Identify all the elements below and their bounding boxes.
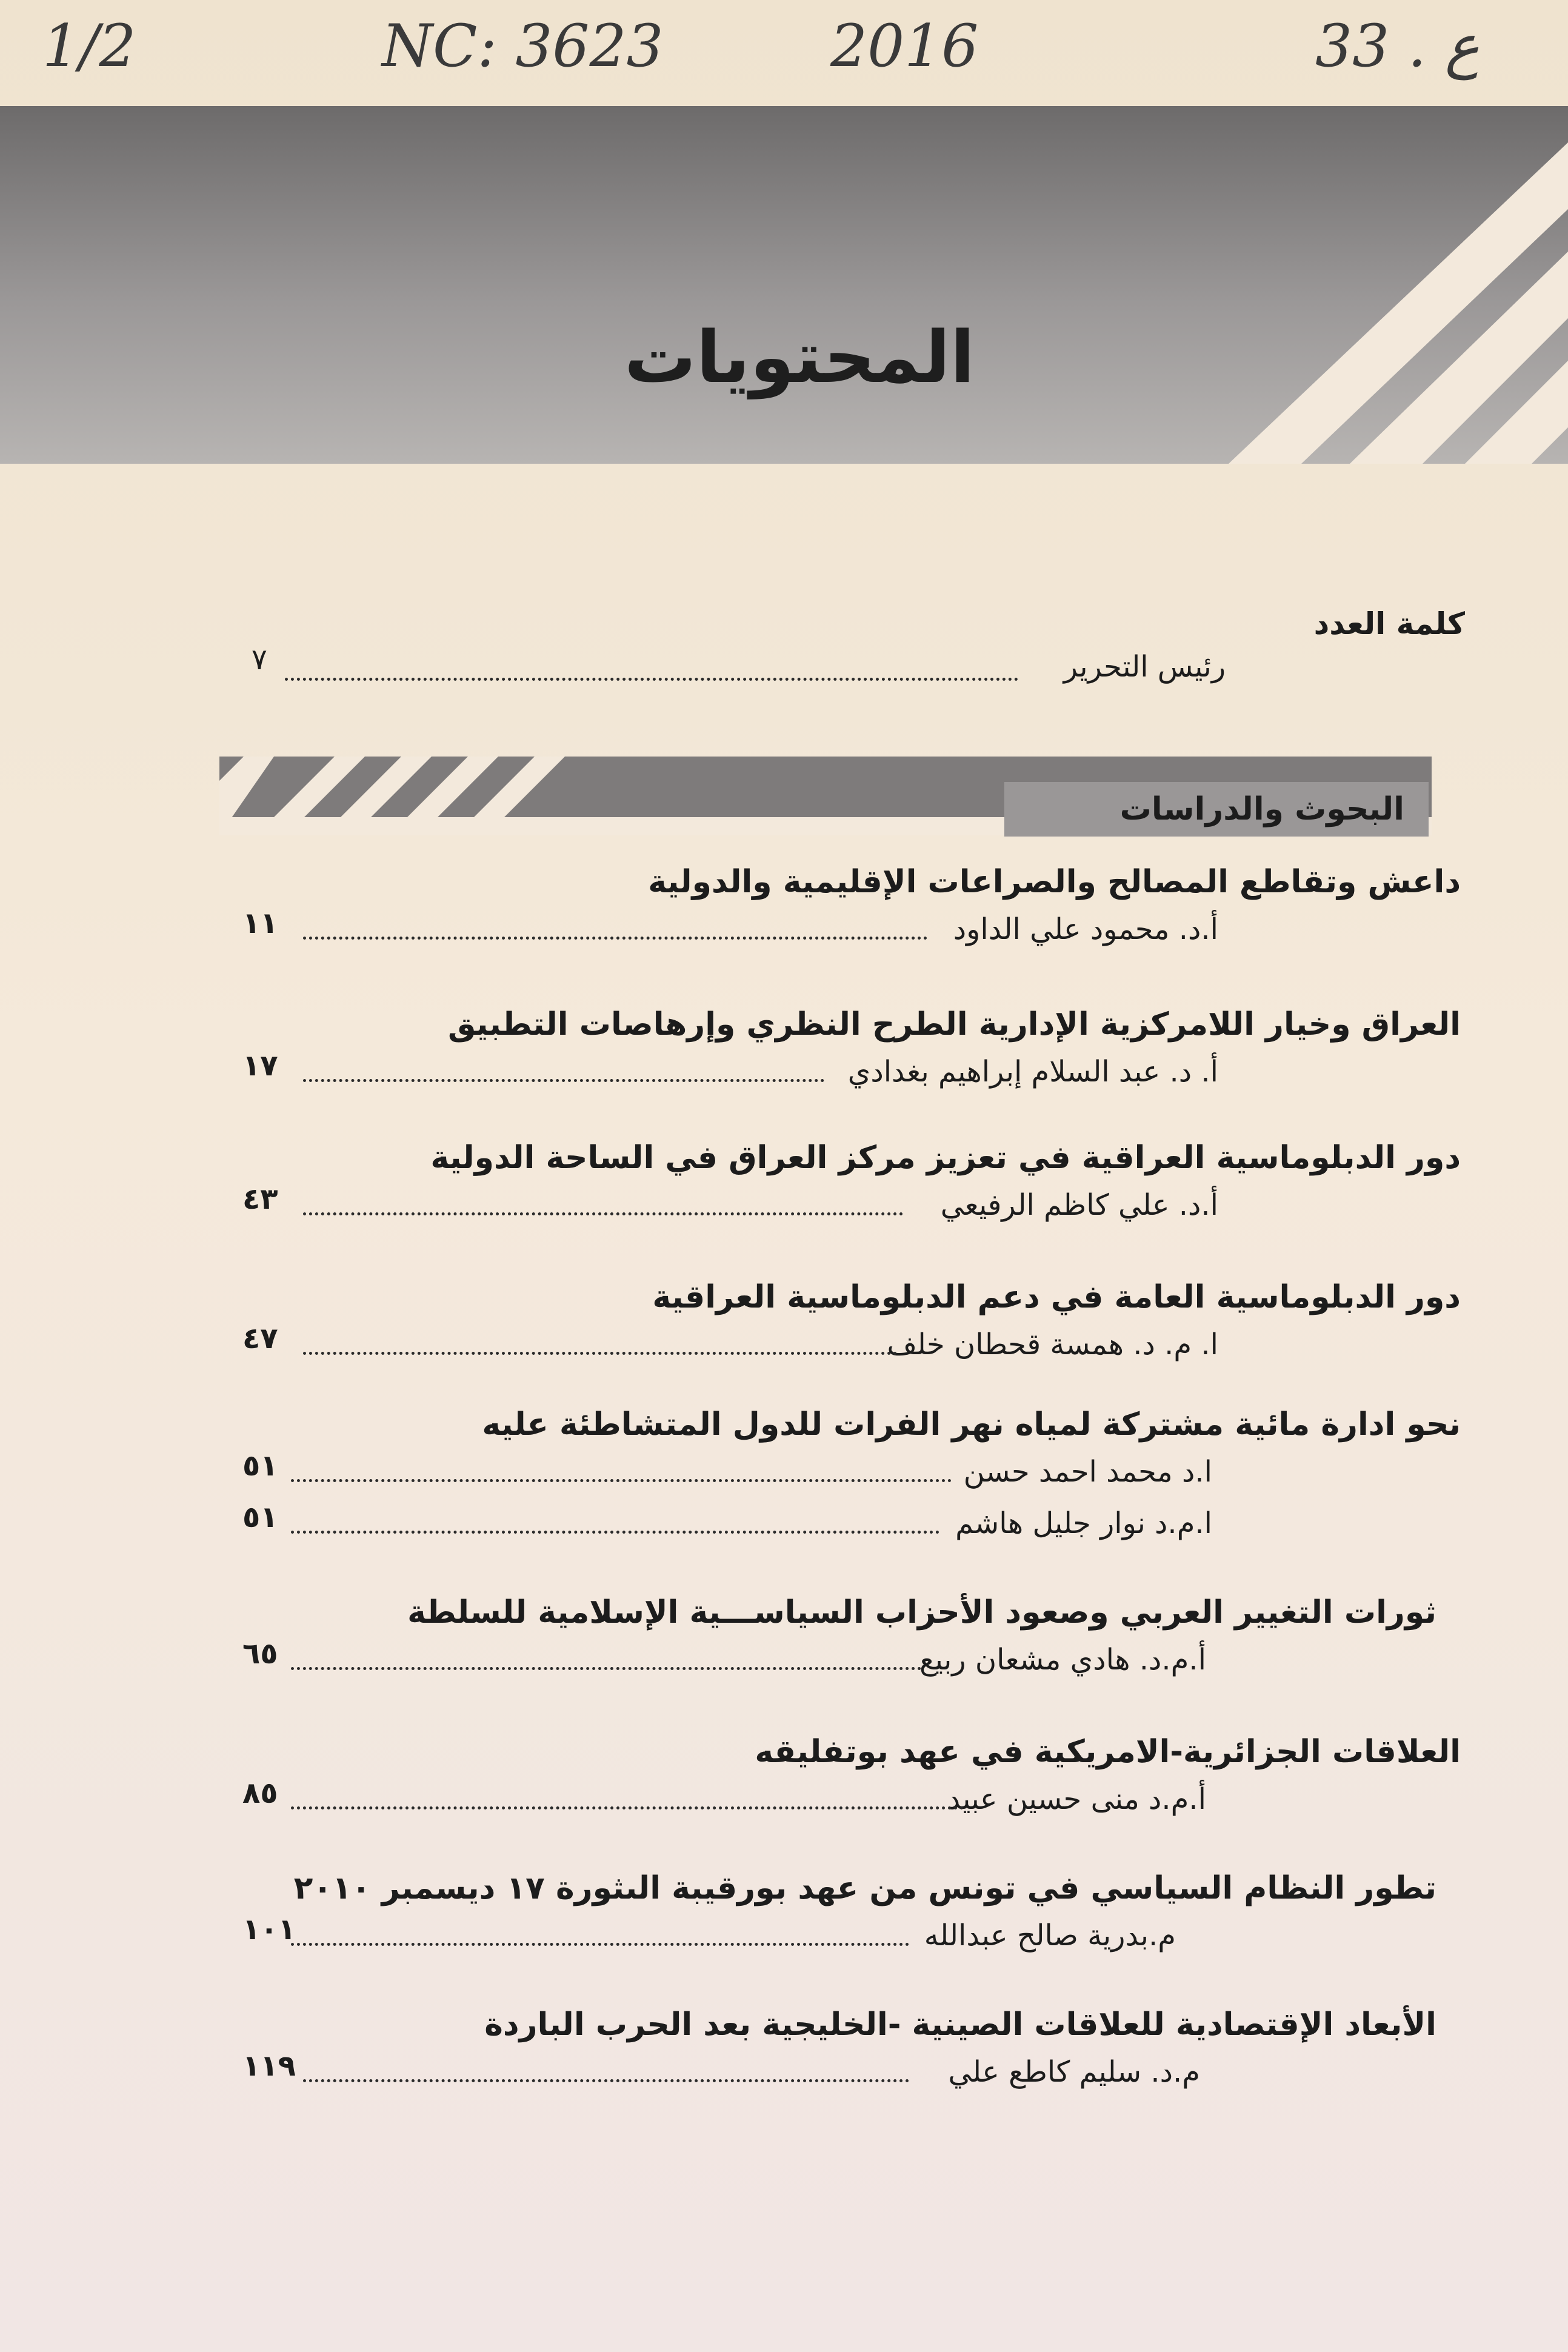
handwritten-fraction: 1/2 (42, 12, 136, 80)
leader-dots (291, 1655, 921, 1670)
entry-author: أ.د. علي كاظم الرفيعي (940, 1188, 1218, 1222)
entry-title: العراق وخيار اللامركزية الإدارية الطرح النظري وإرهاصات التطبيق (448, 1006, 1461, 1043)
entry-page-number: ١٠١ (242, 1913, 296, 1946)
editorial-leader-dots (285, 660, 1018, 681)
header-stripes-decoration (962, 106, 1568, 464)
handwritten-catalog-number: NC: 3623 (382, 12, 664, 80)
leader-dots (291, 1467, 952, 1482)
leader-dots (303, 1200, 903, 1215)
leader-dots (291, 1518, 939, 1534)
leader-dots (303, 924, 927, 940)
entry-title: دور الدبلوماسية العامة في دعم الدبلوماسية العراقية (652, 1279, 1461, 1315)
leader-dots (291, 1931, 909, 1946)
editorial-page-number: ٧ (252, 643, 267, 677)
leader-dots (303, 1067, 824, 1082)
entry-page-number: ٤٧ (242, 1321, 278, 1355)
entry-page-number: ٤٣ (242, 1182, 278, 1216)
entry-page-number: ١٧ (242, 1049, 278, 1083)
handwritten-issue: 33 . ع (1315, 12, 1480, 80)
entry-page-number: ١١ (242, 906, 278, 940)
entry-page-number: ١١٩ (242, 2049, 296, 2083)
entry-second-author: ا.م.د نوار جليل هاشم (955, 1506, 1212, 1540)
entry-title: ثورات التغيير العربي وصعود الأحزاب السياســـية الإسلامية للسلطة (407, 1594, 1436, 1631)
entry-title: العلاقات الجزائرية-الامريكية في عهد بوتفليقه (755, 1734, 1461, 1770)
entry-title: داعش وتقاطع المصالح والصراعات الإقليمية والدولية (648, 864, 1461, 900)
entry-author: ا.د محمد احمد حسن (963, 1455, 1212, 1489)
page: 1/2 NC: 3623 2016 33 . ع المحتويات كلمة العدد رئيس التحرير ٧ البحوث والدراسات داعش وتقاطع المصالح والصراعات الإقليمية والدولية أ.د. محمود علي الداود ١١ العراق وخيار اللامركزية الإدارية الطرح النظري وإرهاصات التطبيق أ. د. عبد السلام إبراهيم بغدادي ١٧ دور الدبلوماسية العراقية في تعزيز مركز العراق في الساحة الدولية أ.د. علي كاظم الرفيعي ٤٣ دور الدبلوماسية العامة في دعم الدبلوماسية العراقية ا. م. د. همسة قحطان خلف ٤٧ نحو ادارة مائية مشتركة لمياه نهر الفرات للدول المتشاطئة عليه ا.د محمد احمد حسن ٥١ ا.م.د نوار جليل هاشم ٥١ ثورات التغيير العربي وصعود الأحزاب السياســـية الإسلامية للسلطة أ.م.د. هادي مشعان ربيع ٦٥ العلاقات الجزائرية-الامريكية في عهد بوتفليقه أ.م.د منى حسين عبيد ٨٥ تطور النظام السياسي في تونس من عهد بورقيبة الىثورة ١٧ ديسمبر ٢٠١٠ م.بدرية صالح عبدالله ١٠١ الأبعاد الإقتصادية للعلاقات الصينية -الخليجية بعد الحرب الباردة م.د. سليم كاطع علي ١١٩ (0, 0, 1568, 2352)
entry-page-number: ٦٥ (242, 1637, 278, 1671)
editorial-author: رئيس التحرير (1063, 650, 1226, 684)
entry-author: م.بدرية صالح عبدالله (924, 1919, 1176, 1953)
entry-author: م.د. سليم كاطع علي (948, 2055, 1200, 2089)
handwritten-year: 2016 (830, 12, 979, 80)
entry-page-number: ٥١ (242, 1449, 278, 1483)
leader-dots (303, 2067, 909, 2082)
section-title: البحوث والدراسات (1004, 782, 1429, 837)
entry-author: أ.م.د منى حسين عبيد (947, 1782, 1206, 1816)
entry-page-number: ٨٥ (242, 1776, 278, 1810)
entry-title: الأبعاد الإقتصادية للعلاقات الصينية -الخليجية بعد الحرب الباردة (484, 2006, 1436, 2043)
entry-author: أ.م.د. هادي مشعان ربيع (919, 1643, 1206, 1677)
entry-second-page-number: ٥١ (242, 1500, 278, 1534)
header-band (0, 106, 1568, 464)
entry-author: أ.د. محمود علي الداود (953, 912, 1218, 946)
entry-title: دور الدبلوماسية العراقية في تعزيز مركز العراق في الساحة الدولية (430, 1140, 1461, 1176)
entry-title: تطور النظام السياسي في تونس من عهد بورقيبة الىثورة ١٧ ديسمبر ٢٠١٠ (293, 1870, 1436, 1906)
entry-author: أ. د. عبد السلام إبراهيم بغدادي (847, 1055, 1218, 1089)
entry-title: نحو ادارة مائية مشتركة لمياه نهر الفرات للدول المتشاطئة عليه (482, 1406, 1461, 1443)
leader-dots (291, 1794, 964, 1809)
entry-author: ا. م. د. همسة قحطان خلف (887, 1328, 1218, 1361)
editorial-heading: كلمة العدد (1313, 606, 1465, 641)
leader-dots (303, 1340, 897, 1355)
